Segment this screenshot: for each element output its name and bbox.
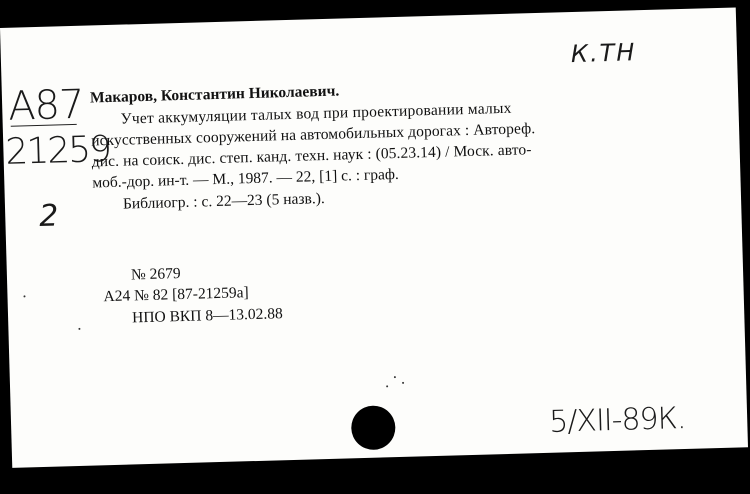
body-line-1: Учет аккумуляции талых вод при проектировании малых xyxy=(120,99,512,128)
speck xyxy=(23,295,25,297)
corner-code: К.ТН xyxy=(570,38,637,69)
catalog-card xyxy=(0,7,748,467)
speck xyxy=(386,385,388,387)
accession-line: А24 № 82 [87-21259а] xyxy=(103,284,249,306)
shelf-mark-bottom: 21259 xyxy=(4,128,111,173)
body-line-5: Библиогр. : с. 22—23 (5 назв.). xyxy=(122,190,325,213)
author-heading: Макаров, Константин Николаевич. xyxy=(89,82,340,107)
shelf-mark-top: А87 xyxy=(7,81,85,130)
body-line-3: дис. на соиск. дис. степ. канд. техн. наук : (05.23.14) / Моск. авто- xyxy=(91,141,532,171)
body-line-2: искусственных сооружений на автомобильных дорогах : Автореф. xyxy=(90,120,536,150)
registration-number: № 2679 xyxy=(130,265,181,284)
speck xyxy=(394,376,396,378)
punch-hole xyxy=(351,405,396,450)
speck xyxy=(402,382,404,384)
handwritten-date: 5/XII-89К. xyxy=(548,401,686,440)
speck xyxy=(78,328,80,330)
copies-mark: 2 xyxy=(38,198,59,234)
publisher-line: НПО ВКП 8—13.02.88 xyxy=(131,305,284,327)
body-line-4: моб.-дор. ин-т. — М., 1987. — 22, [1] с. : граф. xyxy=(92,165,400,192)
